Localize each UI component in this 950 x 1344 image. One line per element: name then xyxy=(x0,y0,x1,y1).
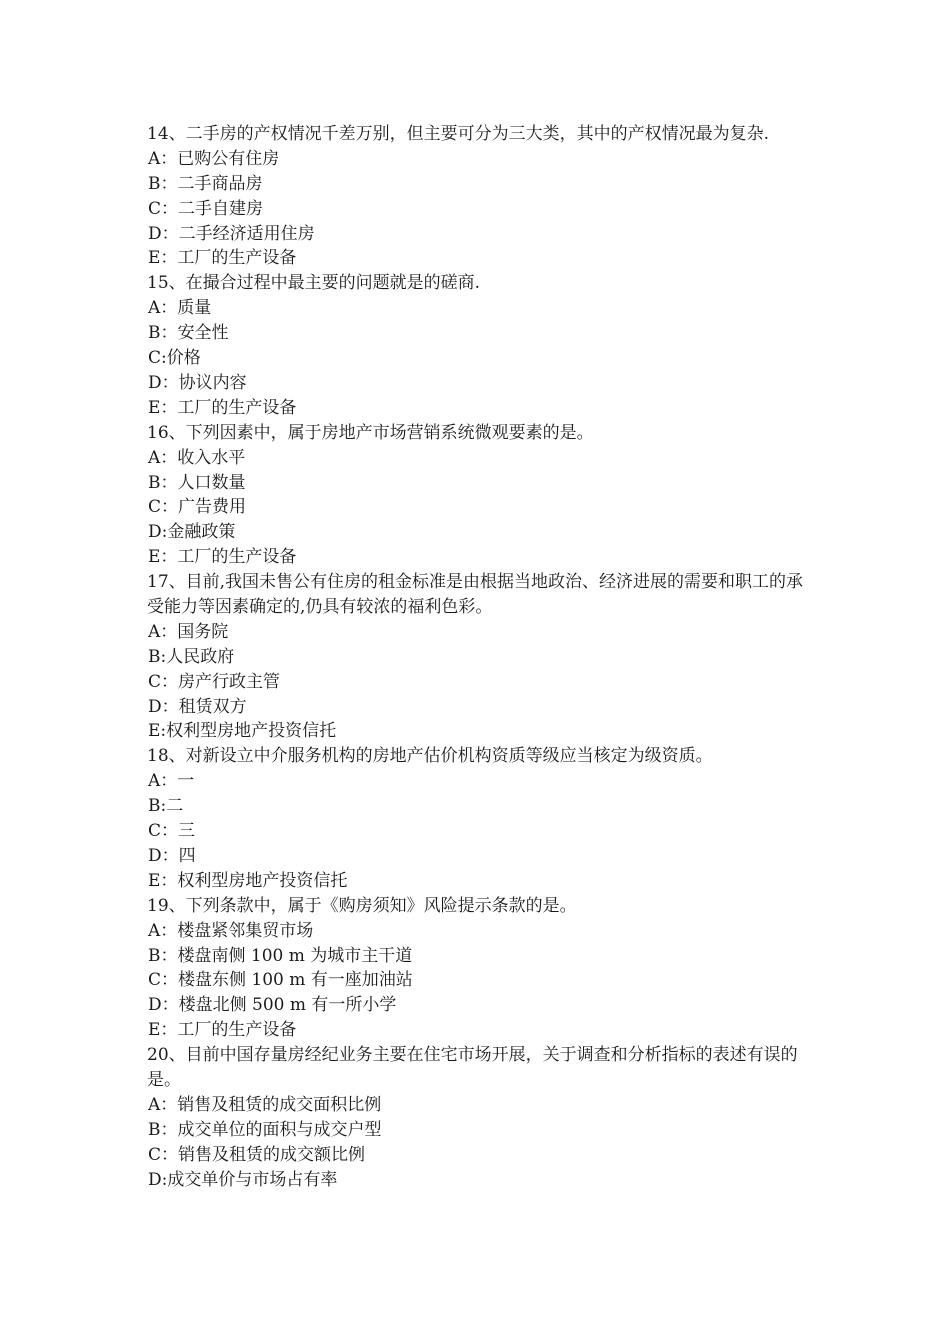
question-text: 20、目前中国存量房经纪业务主要在住宅市场开展，关于调查和分析指标的表述有误的是。 xyxy=(147,1045,798,1090)
option-c: C：房产行政主管 xyxy=(148,671,281,692)
option-b: B：人口数量 xyxy=(148,472,246,493)
option-c: C:价格 xyxy=(148,348,201,369)
option-c: C：三 xyxy=(148,821,196,842)
option-a: A：质量 xyxy=(148,298,212,319)
option-e: E：工厂的生产设备 xyxy=(148,397,297,418)
question-text: 16、下列因素中，属于房地产市场营销系统微观要素的是。 xyxy=(147,422,594,443)
question-19 xyxy=(147,894,817,1043)
option-c: C：广告费用 xyxy=(148,497,247,518)
question-text: 18、对新设立中介服务机构的房地产估价机构资质等级应当核定为级资质。 xyxy=(147,746,713,767)
option-c: C：二手自建房 xyxy=(148,198,264,219)
option-d: D：楼盘北侧 500 m 有一所小学 xyxy=(148,995,397,1016)
question-17 xyxy=(147,570,817,744)
option-a: A：收入水平 xyxy=(148,447,246,468)
option-e: E：权利型房地产投资信托 xyxy=(148,870,348,891)
option-c: C：销售及租赁的成交额比例 xyxy=(148,1144,366,1165)
option-a: A：销售及租赁的成交面积比例 xyxy=(148,1094,382,1115)
question-18 xyxy=(147,744,817,893)
question-text: 19、下列条款中，属于《购房须知》风险提示条款的是。 xyxy=(147,895,577,916)
option-d: D：协议内容 xyxy=(148,372,247,393)
option-a: A：已购公有住房 xyxy=(148,148,280,169)
question-20 xyxy=(147,1043,817,1192)
option-a: A：国务院 xyxy=(148,621,229,642)
option-b: B：成交单位的面积与成交户型 xyxy=(148,1119,382,1140)
option-a: A：楼盘紧邻集贸市场 xyxy=(148,920,314,941)
question-text: 14、二手房的产权情况千差万别，但主要可分为三大类，其中的产权情况最为复杂. xyxy=(147,124,770,144)
question-16 xyxy=(147,421,817,570)
option-d: D：四 xyxy=(148,845,196,866)
document-page xyxy=(147,122,817,1192)
option-b: B：二手商品房 xyxy=(148,173,263,194)
option-c: C：楼盘东侧 100 m 有一座加油站 xyxy=(148,970,413,991)
option-b: B：安全性 xyxy=(148,323,229,344)
option-e: E：工厂的生产设备 xyxy=(148,248,297,269)
option-b: B:二 xyxy=(148,796,184,817)
option-e: E：工厂的生产设备 xyxy=(148,547,297,568)
question-15 xyxy=(147,271,817,420)
question-text: 15、在撮合过程中最主要的问题就是的磋商. xyxy=(147,273,481,294)
option-d: D：二手经济适用住房 xyxy=(148,223,315,244)
option-e: E：工厂的生产设备 xyxy=(148,1020,297,1041)
option-b: B:人民政府 xyxy=(148,646,235,667)
option-b: B：楼盘南侧 100 m 为城市主干道 xyxy=(148,945,413,966)
question-14 xyxy=(147,122,817,271)
option-d: D:成交单价与市场占有率 xyxy=(148,1169,338,1190)
option-d: D:金融政策 xyxy=(148,522,236,543)
option-d: D：租赁双方 xyxy=(148,696,247,717)
option-e: E:权利型房地产投资信托 xyxy=(148,721,337,742)
question-text: 17、目前,我国未售公有住房的租金标准是由根据当地政治、经济进展的需要和职工的承受能力等因素确定的,仍具有较浓的福利色彩。 xyxy=(147,572,804,617)
option-a: A：一 xyxy=(148,771,195,792)
